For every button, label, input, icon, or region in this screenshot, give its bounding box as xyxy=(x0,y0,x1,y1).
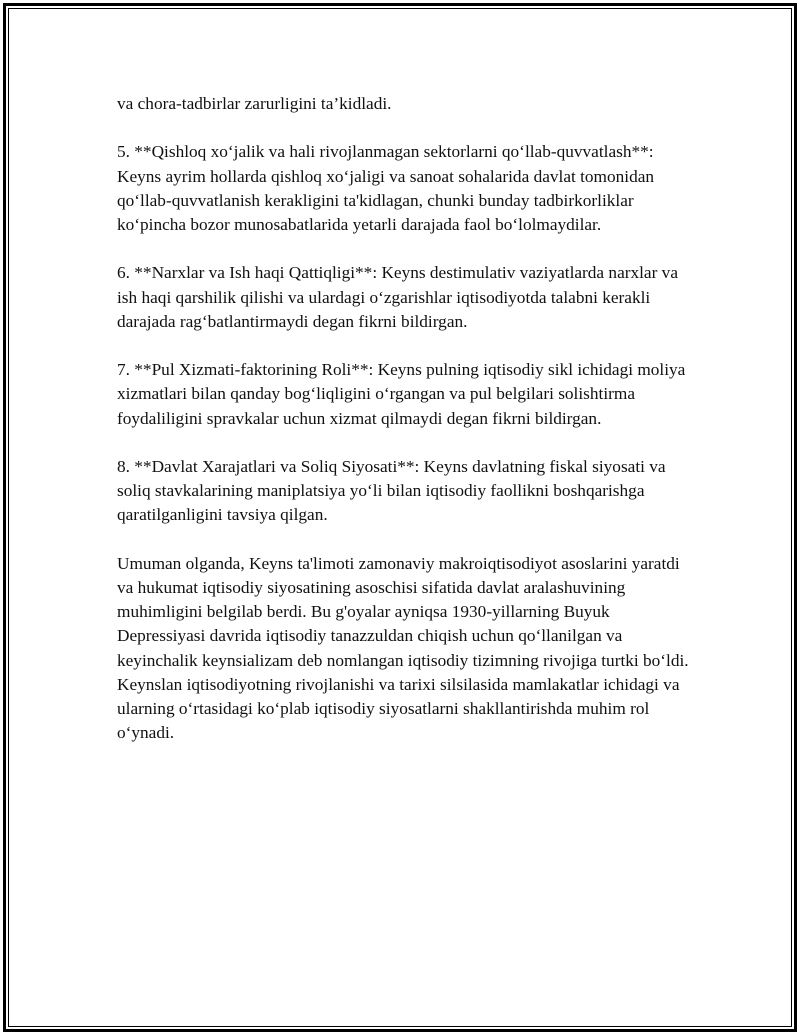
paragraph-point-8: 8. **Davlat Xarajatlari va Soliq Siyosati**: Keyns davlatning fiskal siyosati va soliq stavkalarining maniplatsiya yo‘li bilan iqtisodiy faollikni boshqarishga qaratilganligini tavsiya qilgan. xyxy=(117,456,666,525)
paragraph-point-5: 5. **Qishloq xo‘jalik va hali rivojlanmagan sektorlarni qo‘llab-quvvatlash**: Keyns ayrim hollarda qishloq xo‘jaligi va sanoat sohalarida davlat tomonidan qo‘llab-quvvatlanish kerakligini ta'kidlagan, chunki bunday tadbirkorliklar ko‘pincha bozor munosabatlarida yetarli darajada faol bo‘lolmaydilar. xyxy=(117,142,655,234)
paragraph-point-6: 6. **Narxlar va Ish haqi Qattiqligi**: Keyns destimulativ vaziyatlarda narxlar va ish haqi qarshilik qilishi va ulardagi o‘zgarishlar iqtisodiyotda talabni kerakli darajada rag‘batlantirmaydi degan fikrni bildirgan. xyxy=(117,263,678,331)
document-body xyxy=(117,92,692,770)
paragraph-continuation: va chora-tadbirlar zarurligini ta’kidladi. xyxy=(117,94,392,113)
paragraph-point-7: 7. **Pul Xizmati-faktorining Roli**: Keyns pulning iqtisodiy sikl ichidagi moliya xizmatlari bilan qanday bog‘liqligini o‘rgangan va pul belgilari solishtirma foydaliligini spravkalar uchun xizmat qilmaydi degan fikrni bildirgan. xyxy=(117,360,686,428)
paragraph-conclusion: Umuman olganda, Keyns ta'limoti zamonaviy makroiqtisodiyot asoslarini yaratdi va hukumat iqtisodiy siyosatining asoschisi sifatida davlat aralashuvining muhimligini belgilab berdi. Bu g'oyalar ayniqsa 1930-yillarning Buyuk Depressiyasi davrida iqtisodiy tanazzuldan chiqish uchun qo‘llanilgan va keyinchalik keynsializam deb nomlangan iqtisodiy tizimning rivojiga turtki bo‘ldi. Keynslan iqtisodiyotning rivojlanishi va tarixi silsilasida mamlakatlar ichidagi va ularning o‘rtasidagi ko‘plab iqtisodiy siyosatlarni shakllantirishda muhim rol o‘ynadi. xyxy=(117,553,689,743)
